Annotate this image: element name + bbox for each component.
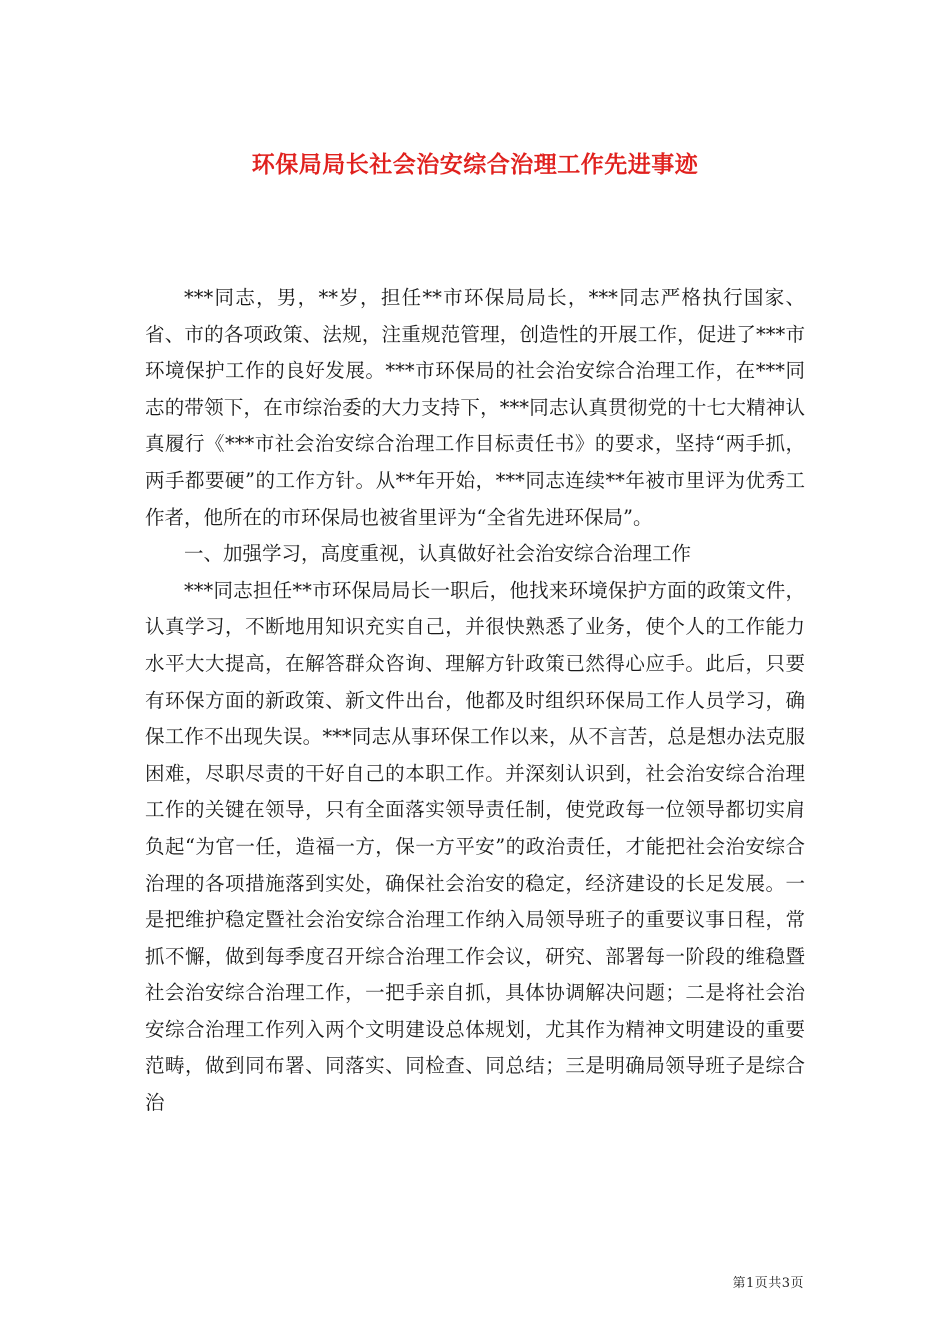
section-heading: 一、加强学习，高度重视，认真做好社会治安综合治理工作 bbox=[184, 542, 692, 566]
intro-paragraph: ***同志，男，**岁，担任**市环保局局长，***同志严格执行国家、省、市的各项政策、法规，注重规范管理，创造性的开展工作，促进了***市环境保护工作的良好发展。***市环保局的社会治安综合治理工作，在***同志的带领下，在市综治委的大力支持下，***同志认真贯彻党的十七大精神认真履行《***市社会治安综合治理工作目标责任书》的要求，坚持“两手抓，两手都要硬”的工作方针。从**年开始，***同志连续**年被市里评为优秀工作者，他所在的市环保局也被省里评为“全省先进环保局”。 bbox=[145, 286, 805, 529]
page-number: 第1页共3页 bbox=[732, 1276, 804, 1291]
section-paragraph: ***同志担任**市环保局局长一职后，他找来环境保护方面的政策文件，认真学习，不断地用知识充实自己，并很快熟悉了业务，使个人的工作能力水平大大提高，在解答群众咨询、理解方针政策已然得心应手。此后，只要有环保方面的新政策、新文件出台，他都及时组织环保局工作人员学习，确保工作不出现失误。***同志从事环保工作以来，从不言苦，总是想办法克服困难，尽职尽责的干好自己的本职工作。并深刻认识到，社会治安综合治理工作的关键在领导，只有全面落实领导责任制，使党政每一位领导都切实肩负起“为官一任，造福一方，保一方平安”的政治责任，才能把社会治安综合治理的各项措施落到实处，确保社会治安的稳定，经济建设的长足发展。一是把维护稳定暨社会治安综合治理工作纳入局领导班子的重要议事日程，常抓不懈，做到每季度召开综合治理工作会议，研究、部署每一阶段的维稳暨社会治安综合治理工作，一把手亲自抓，具体协调解决问题；二是将社会治安综合治理工作列入两个文明建设总体规划，尤其作为精神文明建设的重要范畴，做到同布署、同落实、同检查、同总结；三是明确局领导班子是综合治 bbox=[145, 578, 805, 1115]
document-title: 环保局局长社会治安综合治理工作先进事迹 bbox=[251, 151, 699, 179]
document-body bbox=[145, 280, 805, 1122]
